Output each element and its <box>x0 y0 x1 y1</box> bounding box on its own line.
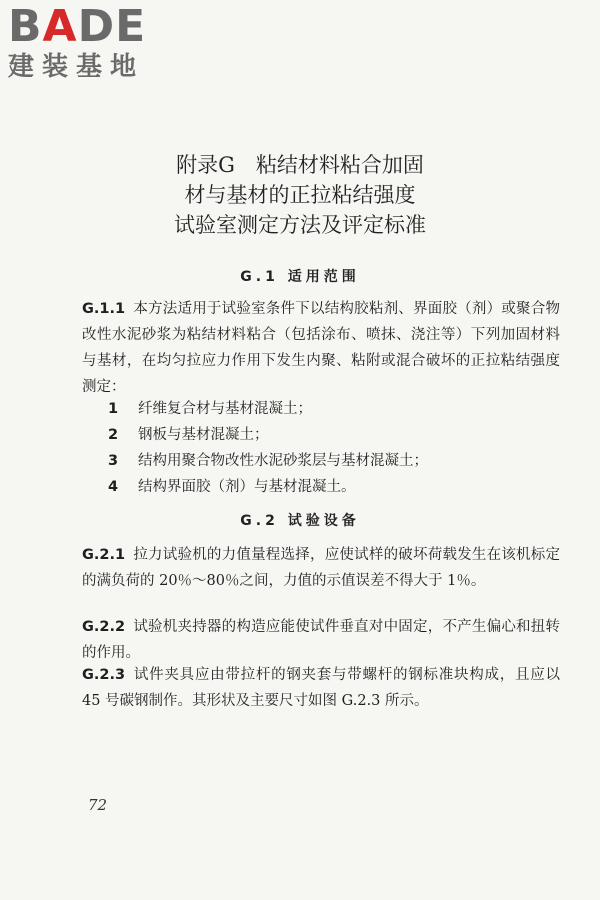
paragraph-g1-1 <box>82 296 560 400</box>
clause-text: 试件夹具应由带拉杆的钢夹套与带螺杆的钢标准块构成，且应以 45 号碳钢制作。其形状及主要尺寸如图 G.2.3 所示。 <box>82 667 560 709</box>
clause-number: G.2.3 <box>82 667 126 683</box>
page-number: 72 <box>88 796 108 814</box>
logo-letter-b: B <box>8 1 43 52</box>
material-list <box>108 396 558 500</box>
paragraph-g2-2 <box>82 614 560 666</box>
clause-number: G.2.1 <box>82 547 126 563</box>
section-heading-g1: G.1 适用范围 <box>240 269 360 285</box>
list-item <box>108 474 558 500</box>
paragraph-g2-3 <box>82 662 560 714</box>
title-line-1: 附录G 粘结材料粘合加固 <box>176 153 424 177</box>
list-item <box>108 422 558 448</box>
appendix-title <box>0 150 600 240</box>
list-item-index: 1 <box>108 401 119 417</box>
logo-subtitle: 建装基地 <box>8 52 145 82</box>
logo-letters-de: DE <box>77 1 147 52</box>
logo-wordmark <box>8 1 178 52</box>
logo <box>8 1 178 82</box>
list-item-index: 3 <box>108 453 119 469</box>
list-item-text: 纤维复合材与基材混凝土； <box>138 401 312 417</box>
clause-text: 试验机夹持器的构造应能使试件垂直对中固定，不产生偏心和扭转的作用。 <box>82 619 560 661</box>
clause-number: G.1.1 <box>82 301 126 317</box>
paragraph-g2-1 <box>82 542 560 594</box>
list-item-text: 钢板与基材混凝土； <box>138 427 269 443</box>
list-item-index: 2 <box>108 427 119 443</box>
section-heading-g2: G.2 试验设备 <box>240 513 360 529</box>
title-line-3: 试验室测定方法及评定标准 <box>174 213 426 237</box>
logo-letter-a: A <box>42 1 78 52</box>
list-item-text: 结构界面胶（剂）与基材混凝土。 <box>138 479 356 495</box>
title-line-2: 材与基材的正拉粘结强度 <box>184 183 416 207</box>
list-item <box>108 448 558 474</box>
clause-text: 拉力试验机的力值量程选择，应使试样的破坏荷载发生在该机标定的满负荷的 20％～80％之间，力值的示值误差不得大于 1％。 <box>82 547 560 589</box>
clause-text: 本方法适用于试验室条件下以结构胶粘剂、界面胶（剂）或聚合物改性水泥砂浆为粘结材料粘合（包括涂布、喷抹、浇注等）下列加固材料与基材，在均匀拉应力作用下发生内聚、粘附或混合破坏的正拉粘结强度测定： <box>82 301 560 395</box>
clause-number: G.2.2 <box>82 619 126 635</box>
list-item <box>108 396 558 422</box>
list-item-index: 4 <box>108 479 119 495</box>
list-item-text: 结构用聚合物改性水泥砂浆层与基材混凝土； <box>138 453 428 469</box>
